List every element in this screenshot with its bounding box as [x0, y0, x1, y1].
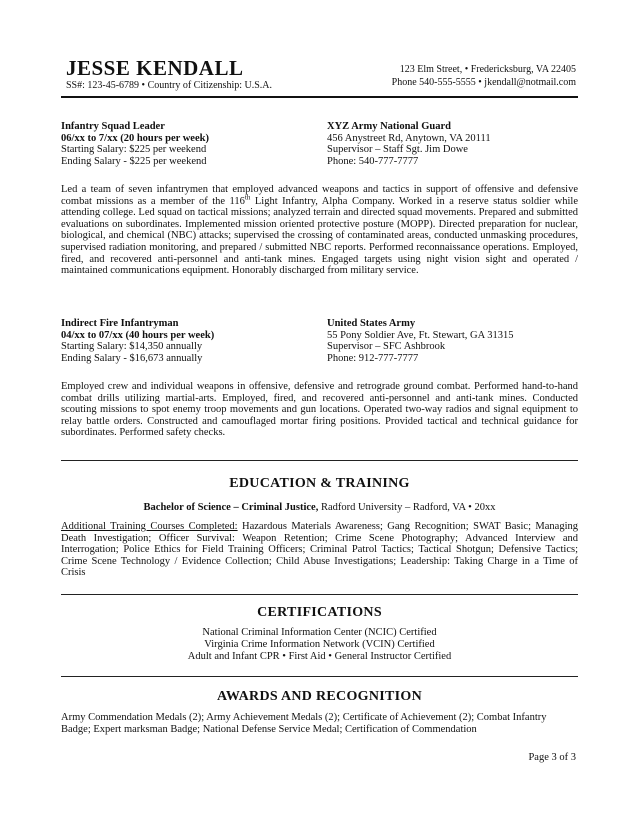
certification-item: National Criminal Information Center (NCIC) Certified [202, 627, 437, 638]
training-courses-label: Additional Training Courses Completed: [61, 521, 238, 532]
job-1-description-part-b: Light Infantry, Alpha Company. Worked in a reserve status soldier while attending college. Led squad on tactical missions; analyzed terrain and directed squad movements. Prepared and submitted evaluations on subordinates. Implemented mission oriented protective posture (MOPP). Directed preparation for nuclear, biological, and chemical (NBC) attacks; supervised the crossing of contaminated areas, conducted unmasking procedures, supervised radiation monitoring, and prepared / submitted NBC reports. Performed reconnaissance operations. Employed, fired, and recovered anti-personnel and anti-tank mines. Engaged targets using night vision sight and operated / maintained communications equipment. Honorably discharged from military service. [61, 195, 578, 277]
job-1-starting-salary: Starting Salary: $225 per weekend [61, 144, 207, 156]
candidate-name: JESSE KENDALL [66, 56, 244, 80]
job-2-address: 55 Pony Soldier Ave, Ft. Stewart, GA 31315 [327, 329, 514, 341]
job-2-ending-salary: Ending Salary - $16,673 annually [61, 352, 203, 364]
certification-item: Adult and Infant CPR • First Aid • General Instructor Certified [187, 650, 452, 662]
certifications-divider [61, 594, 578, 595]
job-1-title: Infantry Squad Leader [61, 121, 165, 132]
education-heading: EDUCATION & TRAINING [229, 476, 410, 491]
job-1-description-superscript: th [244, 193, 251, 202]
job-2-title: Indirect Fire Infantryman [61, 318, 179, 329]
certifications-list [61, 627, 578, 662]
certifications-heading: CERTIFICATIONS [257, 605, 382, 620]
certification-item: Virginia Crime Information Network (VCIN) Certified [204, 638, 435, 650]
job-2-phone: Phone: 912-777-7777 [327, 352, 419, 364]
school-info: Radford University – Radford, VA • 20xx [318, 502, 496, 513]
job-2-left-column [61, 318, 214, 364]
job-entry-2 [61, 318, 578, 366]
job-1-left-column [61, 121, 209, 167]
degree-title: Bachelor of Science – Criminal Justice, [143, 502, 319, 513]
job-1-phone: Phone: 540-777-7777 [327, 155, 419, 167]
training-courses [61, 521, 578, 579]
awards-heading: AWARDS AND RECOGNITION [217, 689, 422, 704]
address-line: 123 Elm Street, • Fredericksburg, VA 22405 [399, 64, 576, 75]
job-2-dates: 04/xx to 07/xx (40 hours per week) [61, 329, 215, 341]
job-1-employer: XYZ Army National Guard [327, 121, 451, 132]
job-2-employer: United States Army [327, 318, 416, 329]
training-courses-list: Hazardous Materials Awareness; Gang Recognition; SWAT Basic; Managing Death Investigation; Officer Survival: Weapon Retention; Crime Scene Photography; Advanced Interview and Interrogation; Police Ethics for Field Training Officers; Criminal Patrol Tactics; Tactical Shotgun; Defensive Tactics; Crime Scene Technology / Evidence Collection; Child Abuse Investigations; Leadership: Taking Charge in a Time of Crisis [61, 521, 578, 579]
header-divider [61, 96, 578, 98]
job-1-right-column [327, 121, 491, 167]
education-divider [61, 460, 578, 461]
degree-line [61, 502, 578, 514]
page-number: Page 3 of 3 [528, 752, 576, 763]
job-1-description-part-a: Led a team of seven infantrymen that employed advanced weapons and tactics in support of offensive and defensive combat missions as a member of the 116 [61, 184, 578, 207]
job-2-description: Employed crew and individual weapons in offensive, defensive and retrograde ground combat. Performed hand-to-hand combat drills utilizing martial-arts. Employed, fired, and recovered anti-personnel and anti-tank mines. Conducted scouting missions to spot enemy troop movements and gun locations. Operated two-way radios and signal equipment to relay battle orders. Constructed and camouflaged mortar firing positions. Provided tactical and technical guidance for subordinates. Performed safety checks. [61, 381, 578, 439]
job-2-starting-salary: Starting Salary: $14,350 annually [61, 341, 203, 353]
awards-divider [61, 676, 578, 677]
job-1-description [61, 184, 578, 277]
contact-block [392, 63, 576, 89]
job-1-address: 456 Anystreet Rd, Anytown, VA 20111 [327, 132, 491, 144]
identification-line: SS#: 123-45-6789 • Country of Citizenship: U.S.A. [66, 80, 273, 91]
job-2-supervisor: Supervisor – SFC Ashbrook [327, 341, 446, 353]
job-1-dates: 06/xx to 7/xx (20 hours per week) [61, 132, 209, 144]
job-2-right-column [327, 318, 513, 364]
job-entry-1 [61, 121, 578, 169]
job-1-ending-salary: Ending Salary - $225 per weekend [61, 155, 207, 167]
job-1-supervisor: Supervisor – Staff Sgt. Jim Dowe [327, 144, 468, 156]
awards-text: Army Commendation Medals (2); Army Achievement Medals (2); Certificate of Achievement (2); Combat Infantry Badge; Expert marksman Badge; National Defense Service Medal; Certification of Commendation [61, 712, 547, 735]
phone-email-line: Phone 540-555-5555 • jkendall@notmail.com [391, 77, 576, 88]
